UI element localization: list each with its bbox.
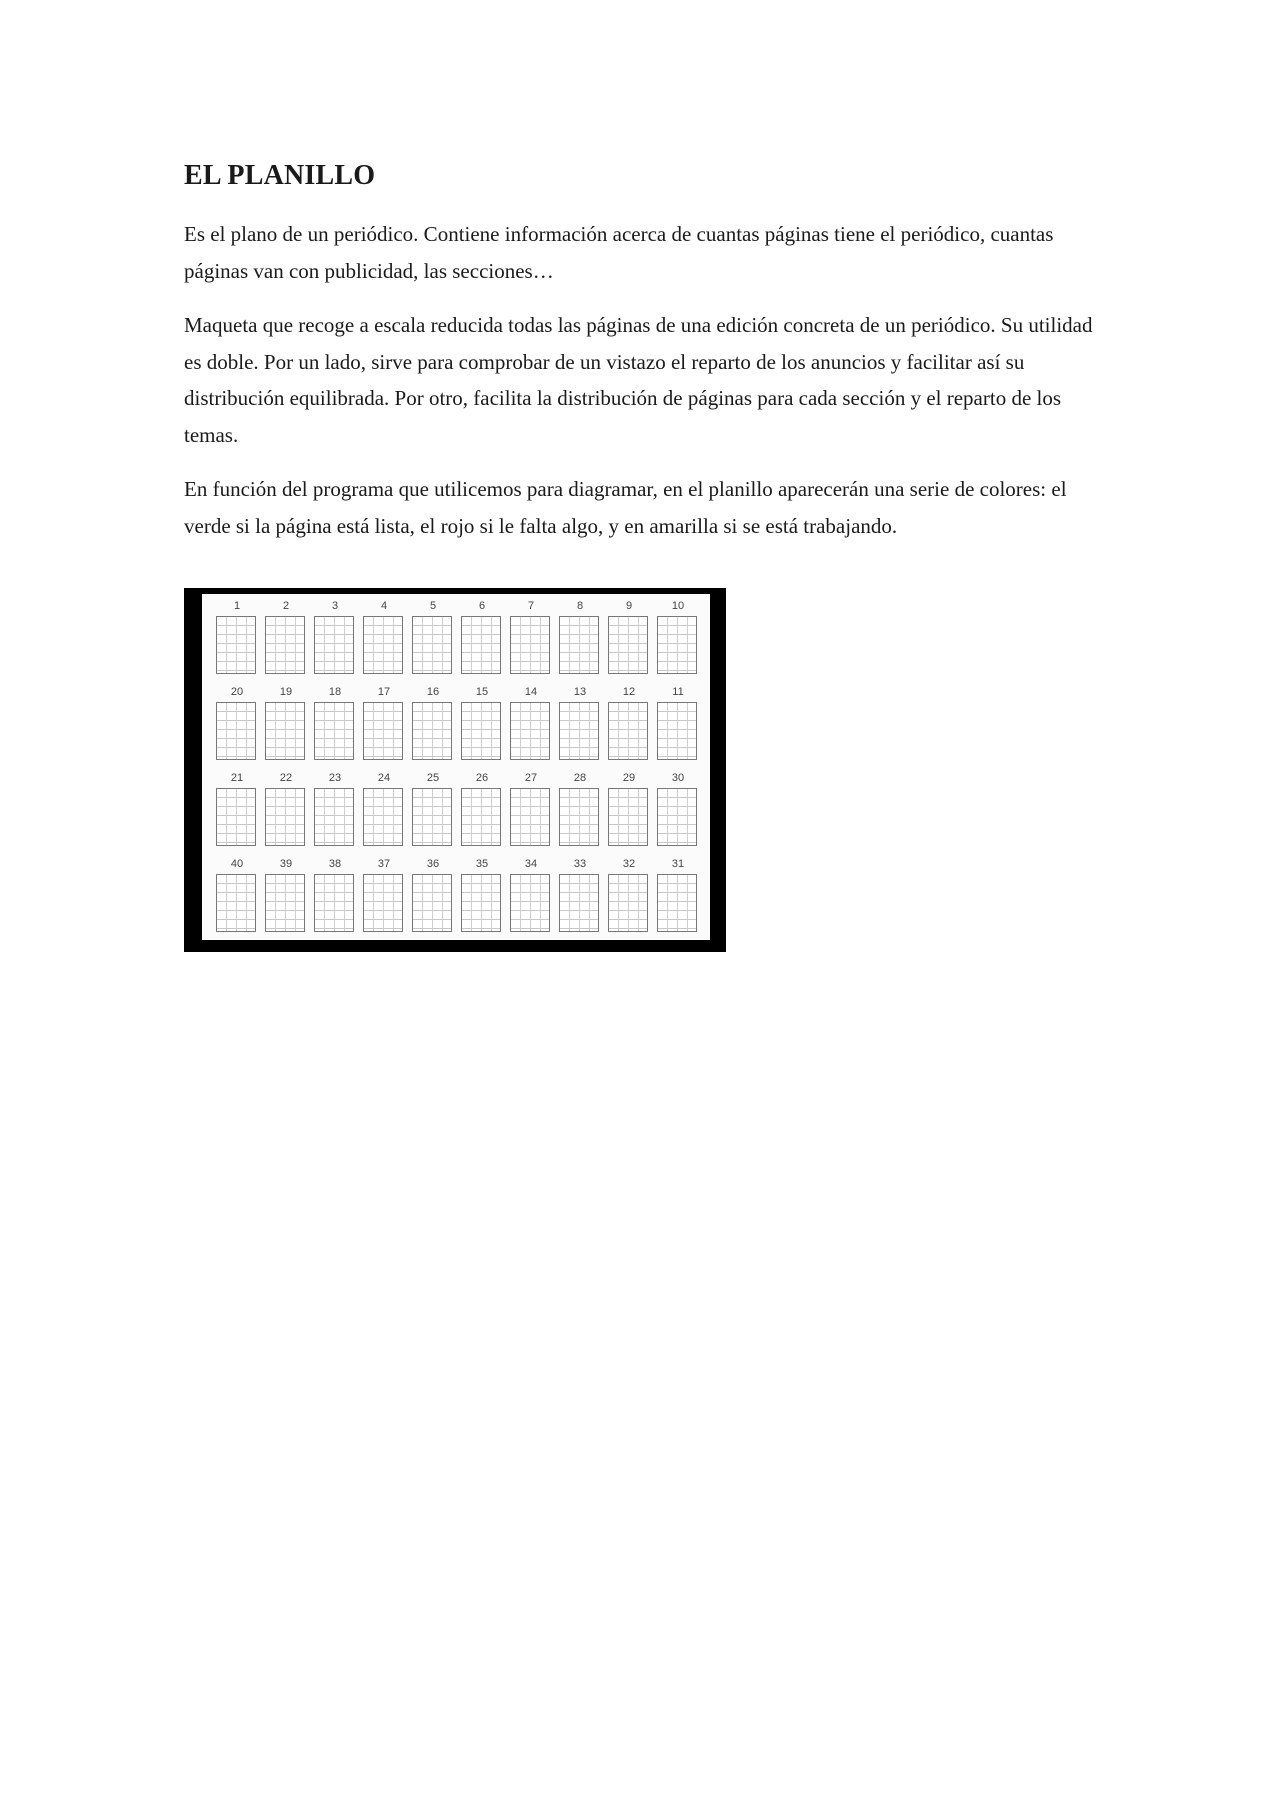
page-layout-grid (510, 616, 550, 674)
page-thumbnail (555, 600, 605, 686)
page-number-label: 31 (671, 858, 685, 870)
page-layout-grid (461, 702, 501, 760)
page-thumbnail (212, 600, 262, 686)
page-thumbnail (457, 772, 507, 858)
planillo-figure (184, 588, 726, 952)
page-number-label: 9 (625, 600, 633, 612)
page-thumbnail (212, 772, 262, 858)
paragraph-colors: En función del programa que utilicemos para diagramar, en el planillo aparecerán una serie de colores: el verde si la página está lista, el rojo si le falta algo, y en amarilla si se está trabajando. (184, 477, 1067, 538)
page-thumbnail (408, 858, 458, 944)
page-number-label: 28 (573, 772, 587, 784)
page-layout-grid (265, 788, 305, 846)
document-body (184, 152, 1114, 562)
page-number-label: 30 (671, 772, 685, 784)
page-thumbnail (506, 686, 556, 772)
page-number-label: 4 (380, 600, 388, 612)
page-number-label: 8 (576, 600, 584, 612)
page-number-label: 23 (328, 772, 342, 784)
page-layout-grid (608, 788, 648, 846)
page-thumbnail (555, 772, 605, 858)
page-layout-grid (510, 702, 550, 760)
page-number-label: 16 (426, 686, 440, 698)
page-number-label: 24 (377, 772, 391, 784)
page-thumbnail (408, 686, 458, 772)
page-layout-grid (412, 702, 452, 760)
page-layout-grid (608, 616, 648, 674)
page-layout-grid (412, 874, 452, 932)
page-number-label: 18 (328, 686, 342, 698)
page-thumbnail (457, 686, 507, 772)
page-thumbnail (408, 772, 458, 858)
page-layout-grid (461, 788, 501, 846)
page-thumbnail (653, 858, 703, 944)
paragraph-definition: Es el plano de un periódico. Contiene información acerca de cuantas páginas tiene el periódico, cuantas páginas van con publicidad, las secciones… (184, 222, 1054, 283)
page-number-label: 36 (426, 858, 440, 870)
page-thumbnail (604, 686, 654, 772)
page-layout-grid (559, 616, 599, 674)
page-title: EL PLANILLO (184, 160, 376, 191)
page-thumbnail (212, 686, 262, 772)
page-layout-grid (363, 702, 403, 760)
page-number-label: 1 (233, 600, 241, 612)
page-layout-grid (510, 874, 550, 932)
page-thumbnail (310, 858, 360, 944)
page-thumbnail (604, 772, 654, 858)
page-thumbnail (604, 858, 654, 944)
page-layout-grid (265, 616, 305, 674)
page-layout-grid (314, 788, 354, 846)
page-layout-grid (608, 874, 648, 932)
page-layout-grid (412, 616, 452, 674)
page-thumbnail (261, 686, 311, 772)
page-layout-grid (265, 874, 305, 932)
page-layout-grid (216, 616, 256, 674)
page-thumbnail (212, 858, 262, 944)
page-thumbnail (359, 772, 409, 858)
page-thumbnail (261, 858, 311, 944)
planillo-grid (202, 594, 710, 940)
page-thumbnail (653, 600, 703, 686)
page-number-label: 39 (279, 858, 293, 870)
page-layout-grid (657, 788, 697, 846)
page-thumbnail (359, 600, 409, 686)
page-layout-grid (265, 702, 305, 760)
page-number-label: 19 (279, 686, 293, 698)
page-layout-grid (363, 616, 403, 674)
page-thumbnail (310, 772, 360, 858)
page-number-label: 13 (573, 686, 587, 698)
page-number-label: 37 (377, 858, 391, 870)
page-number-label: 38 (328, 858, 342, 870)
page-thumbnail (506, 772, 556, 858)
page-thumbnail (310, 600, 360, 686)
page-number-label: 26 (475, 772, 489, 784)
page-thumbnail (555, 858, 605, 944)
page-thumbnail (261, 772, 311, 858)
page-number-label: 25 (426, 772, 440, 784)
page-thumbnail (261, 600, 311, 686)
page-number-label: 14 (524, 686, 538, 698)
page-number-label: 21 (230, 772, 244, 784)
page-thumbnail (653, 772, 703, 858)
page-layout-grid (461, 874, 501, 932)
page-number-label: 17 (377, 686, 391, 698)
page-layout-grid (314, 702, 354, 760)
page-layout-grid (608, 702, 648, 760)
page-layout-grid (314, 616, 354, 674)
page-number-label: 7 (527, 600, 535, 612)
page-thumbnail (653, 686, 703, 772)
page-thumbnail (457, 600, 507, 686)
page-thumbnail (604, 600, 654, 686)
page-layout-grid (559, 702, 599, 760)
page-layout-grid (461, 616, 501, 674)
page-layout-grid (657, 616, 697, 674)
page-number-label: 34 (524, 858, 538, 870)
page-layout-grid (216, 702, 256, 760)
page-number-label: 3 (331, 600, 339, 612)
page-thumbnail (506, 858, 556, 944)
page-layout-grid (216, 788, 256, 846)
page-layout-grid (363, 788, 403, 846)
page-layout-grid (314, 874, 354, 932)
page-layout-grid (657, 702, 697, 760)
page-number-label: 10 (671, 600, 685, 612)
page-layout-grid (657, 874, 697, 932)
page-thumbnail (310, 686, 360, 772)
page-layout-grid (216, 874, 256, 932)
page-number-label: 6 (478, 600, 486, 612)
page-layout-grid (412, 788, 452, 846)
page-number-label: 27 (524, 772, 538, 784)
page-thumbnail (359, 858, 409, 944)
page-thumbnail (555, 686, 605, 772)
page-number-label: 22 (279, 772, 293, 784)
page-number-label: 33 (573, 858, 587, 870)
page-layout-grid (363, 874, 403, 932)
page-number-label: 2 (282, 600, 290, 612)
page-thumbnail (359, 686, 409, 772)
page-number-label: 20 (230, 686, 244, 698)
page-number-label: 15 (475, 686, 489, 698)
page-thumbnail (506, 600, 556, 686)
page-number-label: 35 (475, 858, 489, 870)
page-number-label: 11 (672, 686, 684, 698)
page-thumbnail (457, 858, 507, 944)
paragraph-utility: Maqueta que recoge a escala reducida todas las páginas de una edición concreta de un periódico. Su utilidad es doble. Por un lado, sirve para comprobar de un vistazo el reparto de los anuncios y facilitar así su distribución equilibrada. Por otro, facilita la distribución de páginas para cada sección y el reparto de los temas. (184, 313, 1093, 447)
page-number-label: 40 (230, 858, 244, 870)
page-number-label: 29 (622, 772, 636, 784)
page-number-label: 12 (622, 686, 636, 698)
page-layout-grid (559, 788, 599, 846)
page-layout-grid (559, 874, 599, 932)
page-thumbnail (408, 600, 458, 686)
page-number-label: 32 (622, 858, 636, 870)
page-layout-grid (510, 788, 550, 846)
page-number-label: 5 (429, 600, 437, 612)
